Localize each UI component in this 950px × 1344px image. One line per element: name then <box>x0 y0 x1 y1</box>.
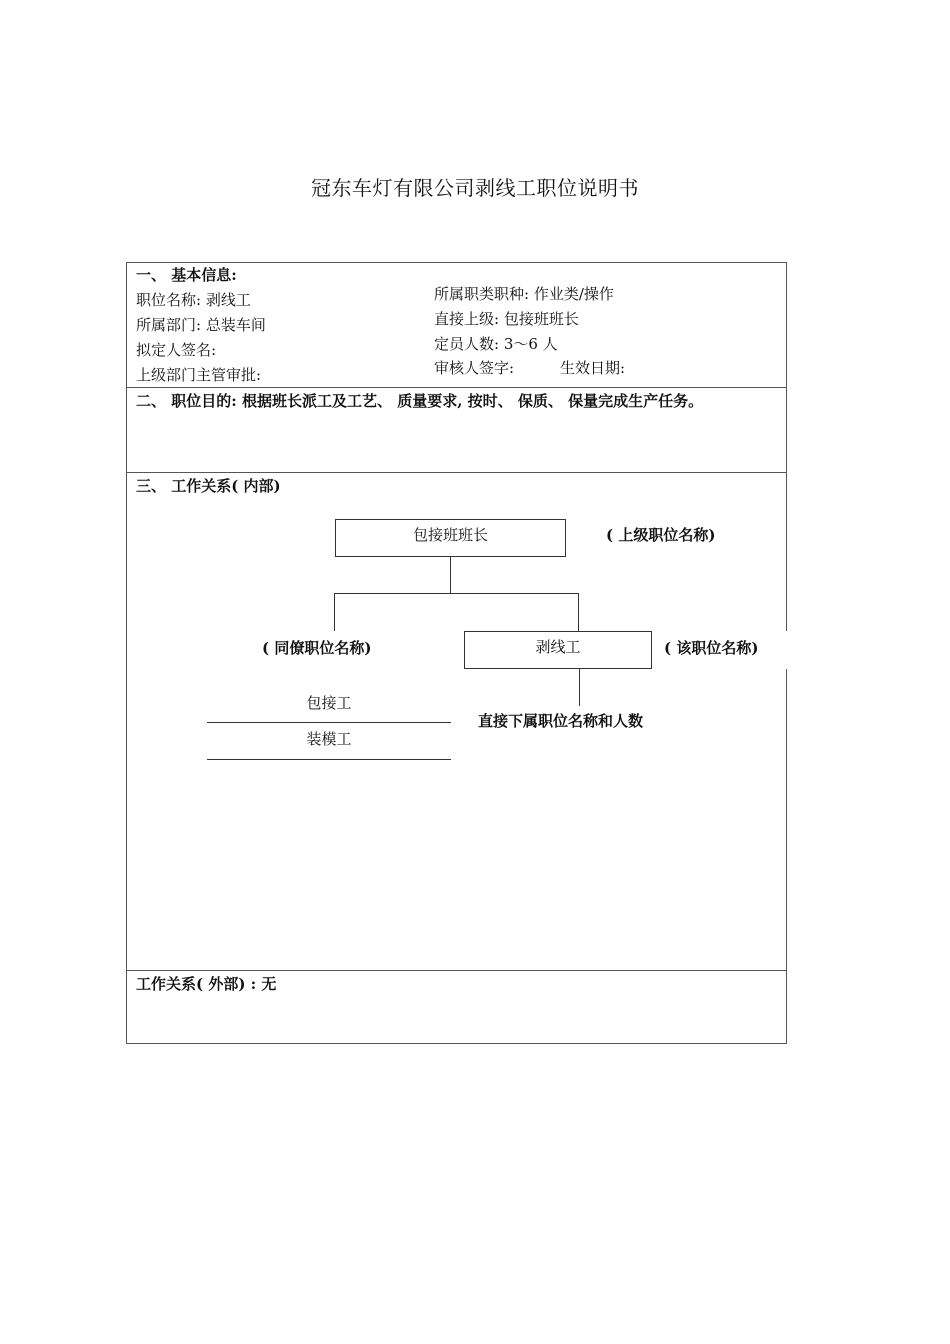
external-relations: 工作关系( 外部) : 无 <box>136 975 277 993</box>
current-position-label: ( 该职位名称) <box>664 639 759 657</box>
peer-underline <box>207 759 451 760</box>
connector-line <box>334 593 335 631</box>
peer-underline <box>207 722 451 723</box>
peer-position-label: ( 同僚职位名称) <box>262 639 372 657</box>
direct-superior-field: 直接上级: 包接班班长 <box>434 310 579 328</box>
connector-line <box>450 556 451 593</box>
current-position-box: 剥线工 <box>464 631 652 669</box>
drafter-signature-field: 拟定人签名: <box>136 341 217 359</box>
superior-position-label: ( 上级职位名称) <box>606 526 716 544</box>
peer-position-item: 包接工 <box>306 694 352 712</box>
supervisor-approval-field: 上级部门主管审批: <box>136 366 262 384</box>
connector-line <box>578 593 579 632</box>
position-name-field: 职位名称: 剥线工 <box>136 291 251 309</box>
basic-info-heading: 一、 基本信息: <box>136 266 237 284</box>
reviewer-signature-field: 审核人签字: <box>434 359 515 377</box>
subordinate-label: 直接下属职位名称和人数 <box>478 712 644 730</box>
connector-line <box>579 669 580 706</box>
connector-line <box>334 593 579 594</box>
superior-position-box: 包接班班长 <box>335 519 566 557</box>
peer-position-item: 装模工 <box>306 730 352 748</box>
headcount-field: 定员人数: 3～6 人 <box>434 335 558 353</box>
department-field: 所属部门: 总装车间 <box>136 316 266 334</box>
page-title: 冠东车灯有限公司剥线工职位说明书 <box>311 176 639 200</box>
row-divider <box>126 970 787 971</box>
position-purpose: 二、 职位目的: 根据班长派工及工艺、 质量要求, 按时、 保质、 保量完成生产任务。 <box>136 392 704 410</box>
effective-date-field: 生效日期: <box>560 359 626 377</box>
internal-relations-heading: 三、 工作关系( 内部) <box>136 477 281 495</box>
job-category-field: 所属职类职种: 作业类/操作 <box>434 285 614 303</box>
row-divider <box>126 472 787 473</box>
row-divider <box>126 387 787 388</box>
